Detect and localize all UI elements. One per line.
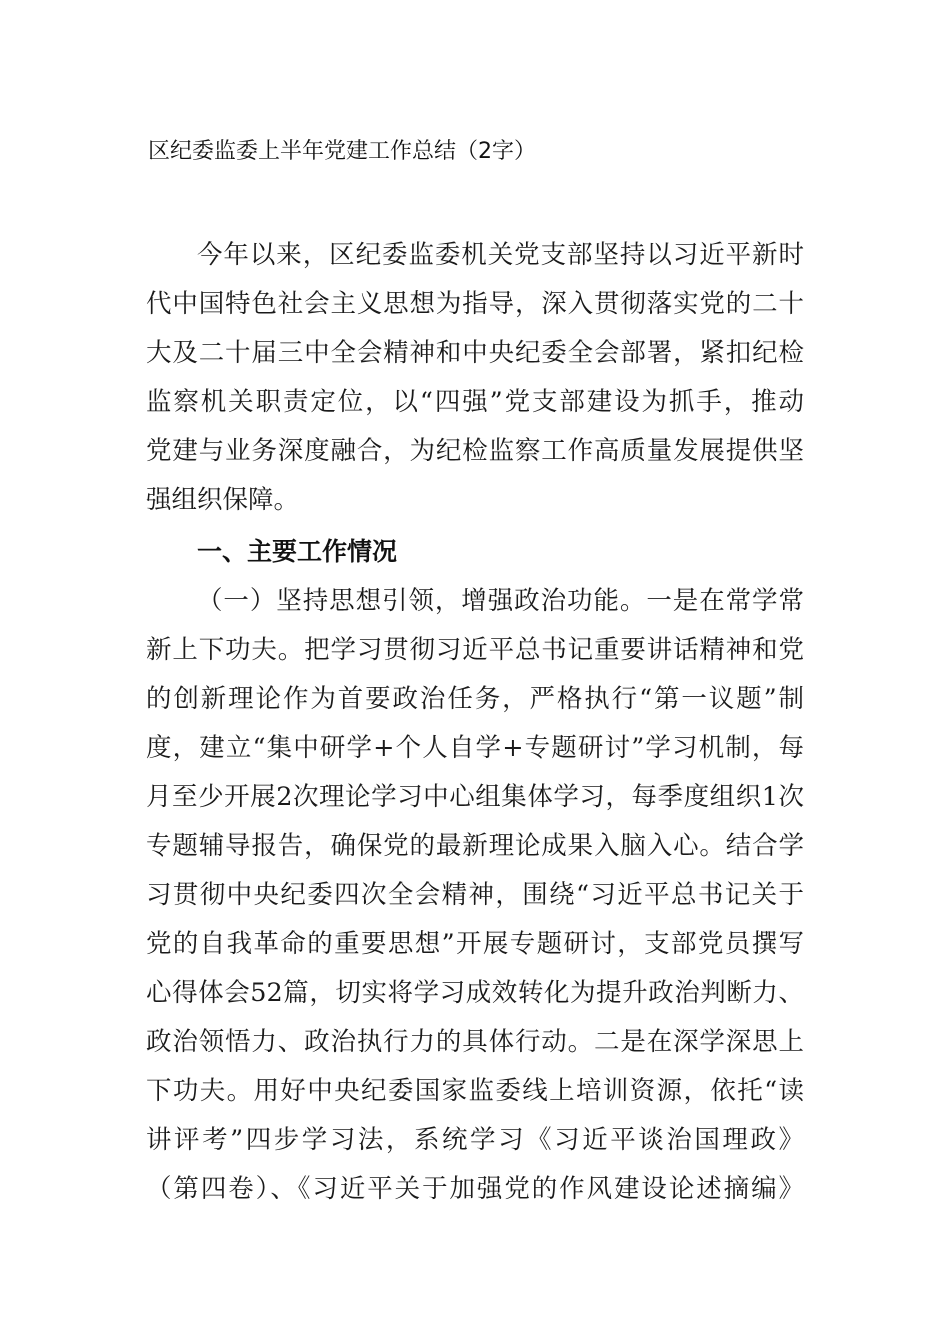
- body-line: 下功夫。用好中央纪委国家监委线上培训资源，依托“读: [146, 1076, 804, 1106]
- body-line: （一）坚持思想引领，增强政治功能。一是在常学常: [197, 586, 804, 616]
- body-line: 习贯彻中央纪委四次全会精神，围绕“习近平总书记关于: [146, 880, 804, 910]
- document-title: 区纪委监委上半年党建工作总结（2字）: [148, 139, 536, 164]
- body-line: 心得体会52篇，切实将学习成效转化为提升政治判断力、: [146, 978, 804, 1008]
- intro-line: 强组织保障。: [146, 485, 300, 515]
- body-line: 的创新理论作为首要政治任务，严格执行“第一议题”制: [146, 684, 804, 714]
- intro-line: 党建与业务深度融合，为纪检监察工作高质量发展提供坚: [146, 436, 804, 466]
- intro-line: 大及二十届三中全会精神和中央纪委全会部署，紧扣纪检: [146, 338, 804, 368]
- body-line: 讲评考”四步学习法，系统学习《习近平谈治国理政》: [146, 1125, 804, 1155]
- body-line: 政治领悟力、政治执行力的具体行动。二是在深学深思上: [146, 1027, 804, 1057]
- body-line: 专题辅导报告，确保党的最新理论成果入脑入心。结合学: [146, 831, 804, 861]
- body-line: 度，建立“集中研学+个人自学+专题研讨”学习机制，每: [146, 733, 804, 763]
- intro-line: 监察机关职责定位，以“四强”党支部建设为抓手，推动: [146, 387, 804, 417]
- body-line: （第四卷）、《习近平关于加强党的作风建设论述摘编》: [146, 1174, 804, 1204]
- section-heading: 一、主要工作情况: [197, 537, 398, 566]
- intro-line: 代中国特色社会主义思想为指导，深入贯彻落实党的二十: [146, 289, 804, 319]
- intro-line: 今年以来，区纪委监委机关党支部坚持以习近平新时: [197, 240, 804, 270]
- body-line: 新上下功夫。把学习贯彻习近平总书记重要讲话精神和党: [146, 635, 804, 665]
- body-line: 月至少开展2次理论学习中心组集体学习，每季度组织1次: [146, 782, 804, 812]
- body-line: 党的自我革命的重要思想”开展专题研讨，支部党员撰写: [146, 929, 804, 959]
